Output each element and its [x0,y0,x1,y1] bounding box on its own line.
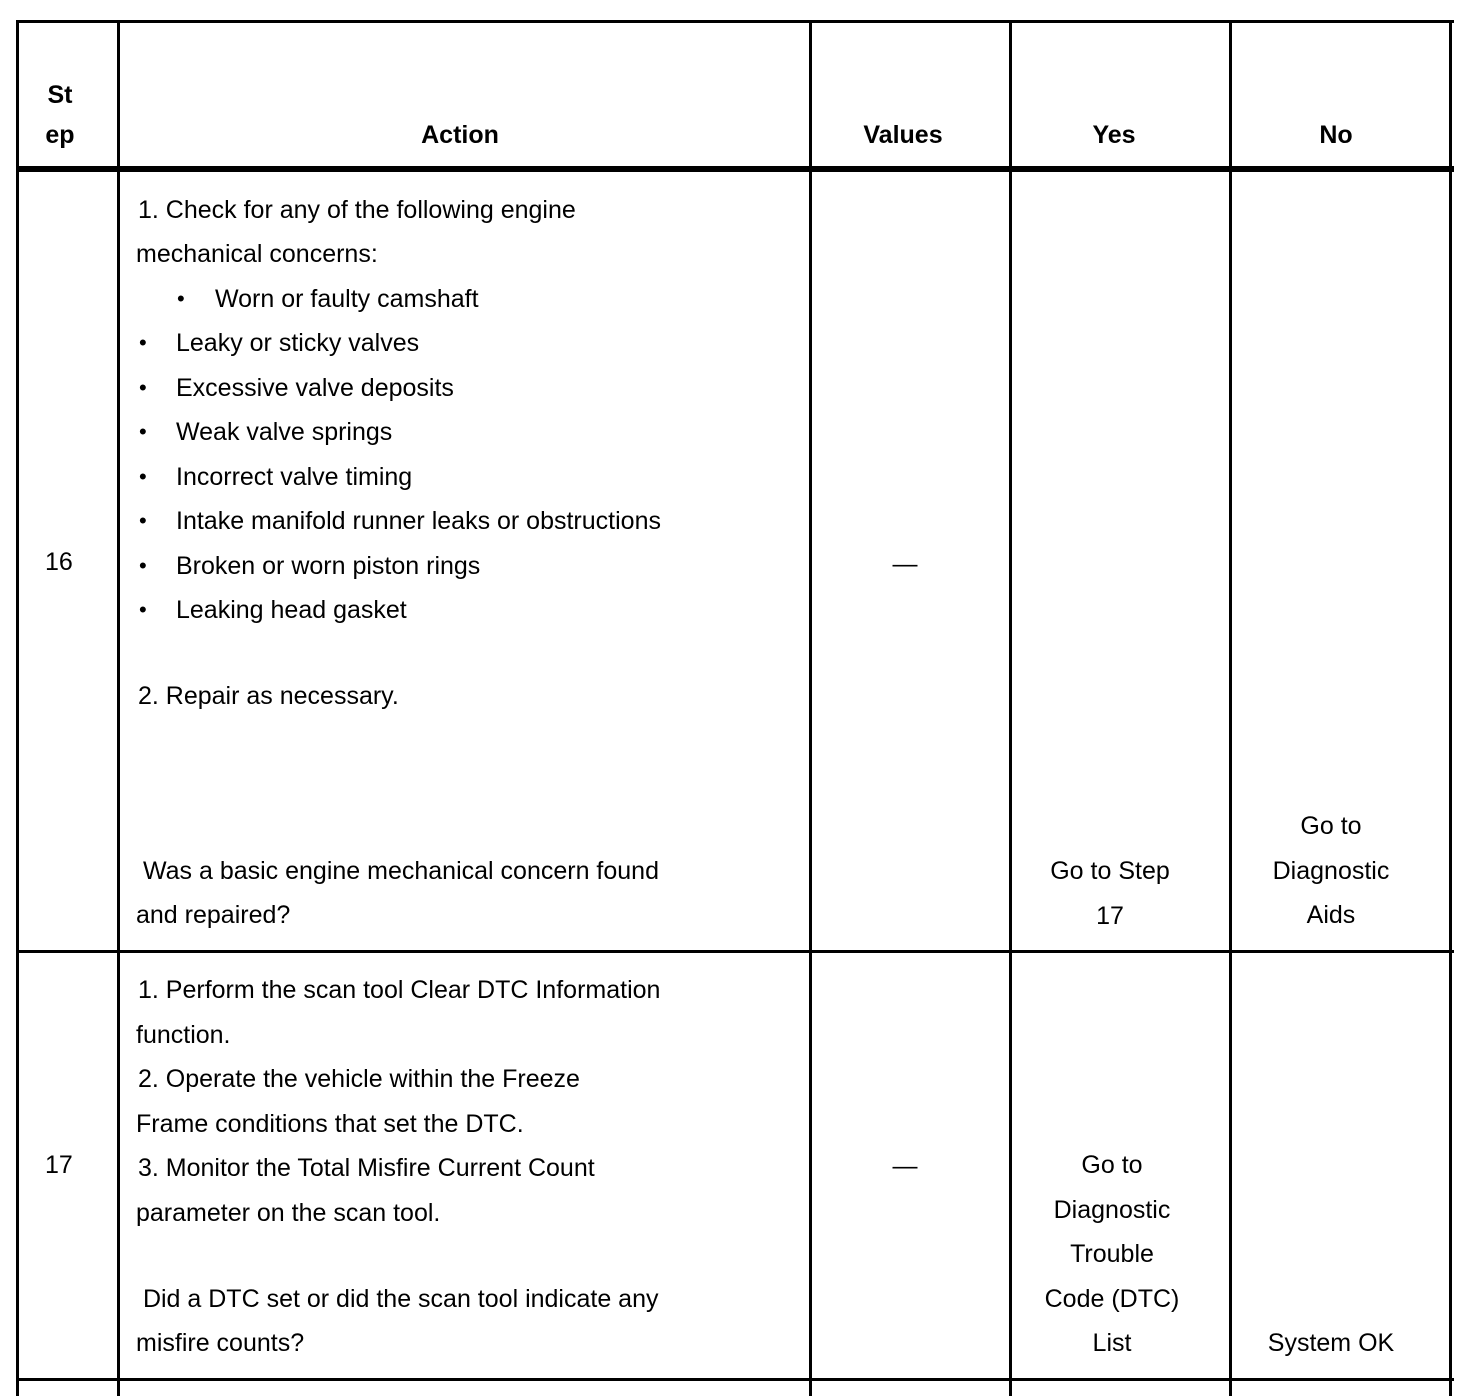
yes-result [1012,1143,1212,1366]
bullet-icon: • [139,464,147,489]
column-divider-yes [1229,20,1232,1396]
bullet-icon: • [139,375,147,400]
header-no: No [1319,121,1353,149]
no-result: System OK [1267,1329,1395,1357]
column-divider-step [117,20,120,1396]
header-step-line-1: St [47,81,73,109]
header-step [20,75,100,155]
row-divider [16,950,1454,953]
bullet-icon: • [177,286,185,311]
bullet-text: Leaking head gasket [176,596,407,624]
no-result-line-2: Diagnostic [1272,856,1390,885]
action-line: function. [136,1021,231,1049]
action-item-1-line-1: 1. Check for any of the following engine [138,196,576,224]
bullet-icon: • [139,508,147,533]
table-bottom-border [16,1378,1454,1381]
step-number-17: 17 [45,1151,73,1179]
action-line: Frame conditions that set the DTC. [136,1110,524,1138]
no-result-line-3: Aids [1306,901,1356,929]
bullet-icon: • [139,597,147,622]
yes-result-line-2: 17 [1096,901,1124,930]
table-right-border [1449,20,1452,1396]
action-line: 1. Perform the scan tool Clear DTC Information [138,976,661,1004]
yes-result-line-1: Go to Step [1050,857,1170,885]
header-values: Values [863,121,943,149]
action-line: parameter on the scan tool. [136,1199,441,1227]
action-item-1-line-2: mechanical concerns: [136,240,378,268]
column-divider-action [809,20,812,1396]
bullet-icon: • [139,330,147,355]
yes-result-line-1: Go to [1081,1151,1143,1179]
action-question-line-2: misfire counts? [136,1329,305,1357]
no-result-line-1: Go to [1300,812,1362,840]
bullet-icon: • [139,553,147,578]
header-action: Action [421,121,499,149]
bullet-text: Incorrect valve timing [176,463,413,491]
bullet-text: Leaky or sticky valves [176,329,420,357]
action-question-line-1: Did a DTC set or did the scan tool indicate any [136,1285,659,1313]
yes-result-line-2: Diagnostic [1053,1195,1171,1224]
yes-result [1012,849,1208,938]
bullet-text: Intake manifold runner leaks or obstructions [176,507,661,535]
step-number-16: 16 [45,548,73,576]
bullet-icon: • [139,419,147,444]
bullet-text: Excessive valve deposits [176,374,454,402]
action-line: 2. Operate the vehicle within the Freeze [138,1065,580,1093]
values-dash: — [892,550,918,578]
bullet-text: Weak valve springs [176,418,393,446]
table-top-border [16,20,1454,23]
action-line: 3. Monitor the Total Misfire Current Count [138,1154,595,1182]
yes-result-line-4: Code (DTC) [1044,1284,1180,1313]
header-step-line-2: ep [45,121,75,149]
bullet-text: Broken or worn piston rings [176,552,481,580]
yes-result-line-5: List [1092,1329,1132,1357]
action-question-line-2: and repaired? [136,901,291,929]
bullet-text: Worn or faulty camshaft [215,285,479,313]
action-item-2: 2. Repair as necessary. [138,682,399,710]
no-result [1232,804,1430,938]
header-yes: Yes [1092,121,1136,149]
action-question-line-1: Was a basic engine mechanical concern found [136,857,659,885]
header-bottom-border [16,166,1454,172]
yes-result-line-3: Trouble [1070,1240,1154,1268]
table-left-border [16,20,19,1396]
values-dash: — [892,1152,918,1180]
